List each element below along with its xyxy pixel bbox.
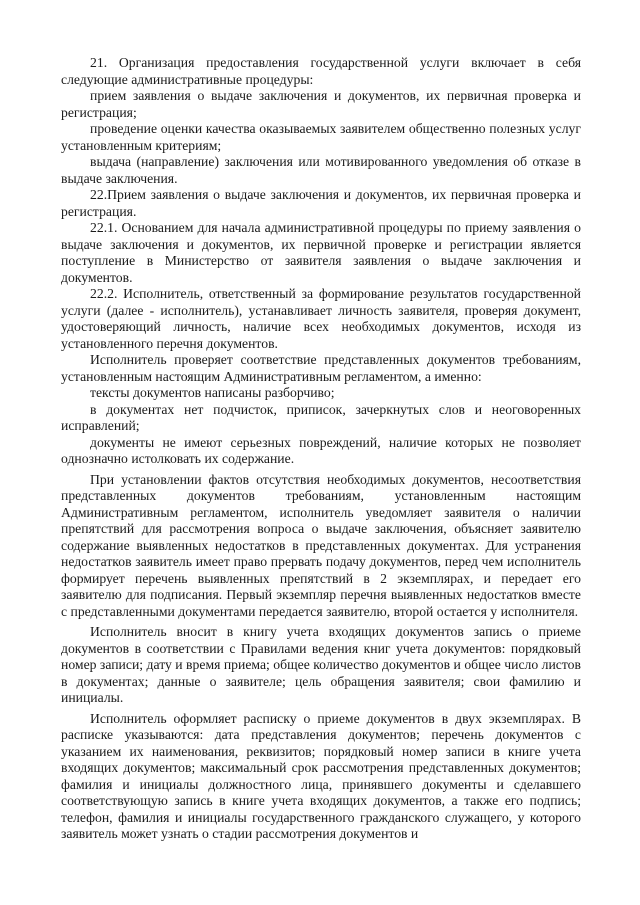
list-item-reception: прием заявления о выдаче заключения и документов, их первичная проверка и регистрация;: [61, 88, 581, 120]
paragraph-receipt: Исполнитель оформляет расписку о приеме документов в двух экземплярах. В расписке указываются: дата представления документов; перечень документов с указанием их наименования, реквизитов; порядковый номер записи в книге учета входящих документов; максимальный срок рассмотрения представленных документов; фамилия и инициалы должностного лица, принявшего документы и сделавшего соответствующую запись в книге учета входящих документов, а также его подпись; телефон, фамилия и инициалы государственного гражданского служащего, у которого заявитель может узнать о стадии рассмотрения документов и: [61, 710, 581, 841]
document-body: [61, 55, 581, 843]
paragraph-verification: Исполнитель проверяет соответствие представленных документов требованиям, установленным настоящим Административным регламентом, а именно:: [61, 352, 581, 384]
list-item-no-corrections: в документах нет подчисток, приписок, зачеркнутых слов и неоговоренных исправлений;: [61, 401, 581, 433]
list-item-no-damage: документы не имеют серьезных повреждений, наличие которых не позволяет однозначно истолковать их содержание.: [61, 434, 581, 466]
paragraph-deficiencies: При установлении фактов отсутствия необходимых документов, несоответствия представленных документов требованиям, установленным настоящим Административным регламентом, исполнитель уведомляет заявителя о наличии препятствий для рассмотрения вопроса о выдаче заключения, объясняет заявителю содержание выявленных недостатков в представленных документах. Для устранения недостатков заявитель имеет право прервать подачу документов, перед чем исполнитель формирует перечень выявленных препятствий в 2 экземплярах, и передает его заявителю для подписания. Первый экземпляр перечня выявленных недостатков вместе с представленными документами передается заявителю, второй остается у исполнителя.: [61, 471, 581, 619]
list-item-quality-assessment: проведение оценки качества оказываемых заявителем общественно полезных услуг установленным критериям;: [61, 121, 581, 153]
paragraph-22-1: 22.1. Основанием для начала административной процедуры по приему заявления о выдаче заключения и документов, их первичной проверке и регистрации является поступление в Министерство от заявителя заявления о выдаче заключения и документов.: [61, 220, 581, 285]
paragraph-21-intro: 21. Организация предоставления государственной услуги включает в себя следующие административные процедуры:: [61, 55, 581, 87]
paragraph-registry-book: Исполнитель вносит в книгу учета входящих документов запись о приеме документов в соответствии с Правилами ведения книг учета документов: порядковый номер записи; дату и время приема; общее количество документов и общее число листов в документах; данные о заявителе; цель обращения заявителя; свои фамилию и инициалы.: [61, 624, 581, 705]
paragraph-22-heading: 22.Прием заявления о выдаче заключения и документов, их первичная проверка и регистрация.: [61, 187, 581, 219]
list-item-legible: тексты документов написаны разборчиво;: [90, 385, 335, 400]
paragraph-22-2: 22.2. Исполнитель, ответственный за формирование результатов государственной услуги (далее - исполнитель), устанавливает личность заявителя, проверяя документ, удостоверяющий личность, наличие всех необходимых документов, исходя из установленного перечня документов.: [61, 286, 581, 351]
list-item-issuance: выдача (направление) заключения или мотивированного уведомления об отказе в выдаче заключения.: [61, 154, 581, 186]
